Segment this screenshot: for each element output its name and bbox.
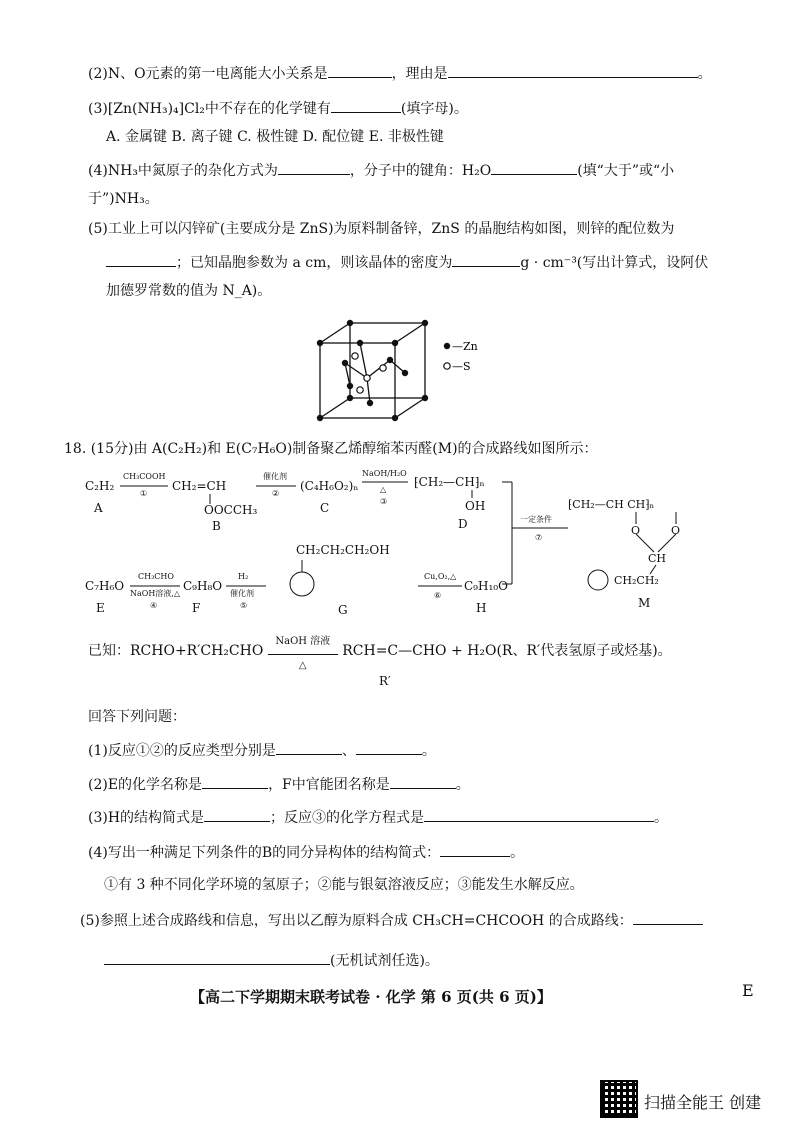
answer-blank[interactable] <box>106 252 176 267</box>
label-b: B <box>212 519 221 533</box>
question-3 <box>88 98 468 118</box>
compound-m-sub: CH₂CH₂ <box>614 574 659 587</box>
cond-3b: △ <box>380 485 387 494</box>
compound-d: ⁅CH₂—CH⁆ₙ <box>414 475 485 489</box>
compound-c: (C₄H₆O₂)ₙ <box>300 479 359 493</box>
answer-header: 回答下列问题： <box>88 709 186 725</box>
a1-end: 。 <box>421 743 436 759</box>
cond-1: CH₃COOH <box>123 472 166 481</box>
known-sub: R′ <box>379 674 391 688</box>
a3-mid: ；反应③的化学方程式是 <box>270 810 425 826</box>
answer-4 <box>88 842 524 862</box>
q5b-end: g · cm⁻³(写出计算式，设阿伏 <box>520 255 709 271</box>
answer-blank[interactable] <box>424 807 654 822</box>
answer-1 <box>88 740 436 760</box>
question-18-title: 18. (15分)由 A(C₂H₂)和 E(C₇H₆O)制备聚乙烯醇缩苯丙醛(M)的合成路线如图所示： <box>64 441 598 457</box>
q5b-mid: ；已知晶胞参数为 a cm，则该晶体的密度为 <box>176 255 453 271</box>
cond-7: 一定条件 <box>520 515 552 524</box>
known-right: RCH=C—CHO + H₂O(R、R′代表氢原子或烃基)。 <box>342 643 672 659</box>
a4-end: 。 <box>510 845 525 861</box>
legend-zn: —Zn <box>452 340 478 353</box>
answer-4-conditions: ①有 3 种不同化学环境的氢原子；②能与银氨溶液反应；③能发生水解反应。 <box>104 877 584 893</box>
q3-end: (填字母)。 <box>400 101 468 117</box>
cond-4b: NaOH溶液,△ <box>130 589 180 598</box>
cond-6: Cu,O₂,△ <box>424 572 457 581</box>
label-a: A <box>94 501 103 515</box>
answer-blank[interactable] <box>452 252 520 267</box>
step-5: ⑤ <box>240 601 248 610</box>
a4-text: (4)写出一种满足下列条件的B的同分异构体的结构简式： <box>88 845 441 861</box>
label-h: H <box>476 601 487 615</box>
answer-5 <box>80 910 703 930</box>
label-d: D <box>458 517 468 531</box>
compound-m: ⁅CH₂—CH CH⁆ₙ <box>568 498 655 511</box>
answer-blank[interactable] <box>204 807 270 822</box>
step-1: ① <box>140 489 148 498</box>
question-4-cont: 于”)NH₃。 <box>88 191 159 207</box>
synthesis-route-diagram <box>80 462 770 622</box>
legend-s: —S <box>452 360 471 373</box>
compound-h: C₉H₁₀O <box>464 579 508 593</box>
svg-text:O: O <box>631 524 641 537</box>
answer-blank[interactable] <box>328 63 392 78</box>
q2-end: 。 <box>697 66 712 82</box>
answer-2 <box>88 774 470 794</box>
cond-5b: 催化剂 <box>230 589 254 598</box>
a2-mid: ，F中官能团名称是 <box>268 777 390 793</box>
svg-text:CH: CH <box>648 552 667 565</box>
compound-d-sub: OH <box>465 499 486 513</box>
answer-5-cont <box>104 950 439 970</box>
step-3: ③ <box>380 497 388 506</box>
question-5-cont <box>106 252 708 272</box>
cond-5: H₂ <box>238 572 249 581</box>
answer-blank[interactable] <box>390 774 456 789</box>
question-2 <box>88 63 712 83</box>
label-f: F <box>192 601 201 615</box>
answer-blank[interactable] <box>356 740 422 755</box>
question-5-cont2: 加德罗常数的值为 N_A)。 <box>106 283 272 299</box>
label-e: E <box>96 601 105 615</box>
known-cond-top: NaOH 溶液 <box>275 636 331 647</box>
compound-f: C₉H₈O <box>183 579 223 593</box>
q4-mid: ，分子中的键角：H₂O <box>349 163 492 179</box>
page-footer: 【高二下学期期末联考试卷 · 化学 第 6 页(共 6 页)】 <box>190 988 552 1006</box>
step-2: ② <box>272 489 280 498</box>
q2-text: (2)N、O元素的第一电离能大小关系是 <box>88 66 328 82</box>
a5-text: (5)参照上述合成路线和信息，写出以乙醇为原料合成 CH₃CH=CHCOOH 的合成路线： <box>80 913 633 929</box>
compound-g: CH₂CH₂CH₂OH <box>296 543 390 557</box>
answer-blank[interactable] <box>491 160 577 175</box>
svg-text:O: O <box>671 524 681 537</box>
question-5: (5)工业上可以闪锌矿(主要成分是 ZnS)为原料制备锌，ZnS 的晶胞结构如图，则锌的配位数为 <box>88 221 675 237</box>
known-reaction <box>88 636 672 671</box>
a2-text: (2)E的化学名称是 <box>88 777 203 793</box>
label-m: M <box>638 596 651 610</box>
label-g: G <box>338 603 348 617</box>
q4-end: (填“大于”或“小 <box>577 163 675 179</box>
a3-text: (3)H的结构简式是 <box>88 810 205 826</box>
answer-blank[interactable] <box>633 910 703 925</box>
cond-3: NaOH/H₂O <box>362 469 407 478</box>
step-7: ⑦ <box>535 533 543 542</box>
answer-blank[interactable] <box>331 98 401 113</box>
question-4 <box>88 160 674 180</box>
compound-a: C₂H₂ <box>85 479 115 493</box>
label-c: C <box>320 501 330 515</box>
q3-text: (3)[Zn(NH₃)₄]Cl₂中不存在的化学键有 <box>88 101 331 117</box>
scanner-watermark: 扫描全能王 创建 <box>644 1093 762 1112</box>
zns-unit-cell-diagram <box>315 318 495 423</box>
step-6: ⑥ <box>434 591 442 600</box>
cond-4: CH₃CHO <box>138 572 174 581</box>
answer-blank[interactable] <box>448 63 698 78</box>
answer-3 <box>88 807 668 827</box>
answer-blank[interactable] <box>276 740 342 755</box>
qr-code-icon <box>600 1080 638 1118</box>
cond-2: 催化剂 <box>263 472 287 481</box>
q4-text: (4)NH₃中氮原子的杂化方式为 <box>88 163 278 179</box>
compound-b: CH₂=CH <box>172 479 227 493</box>
step-4: ④ <box>150 601 158 610</box>
known-cond-bot: △ <box>298 660 307 671</box>
compound-b-sub: OOCCH₃ <box>204 503 258 517</box>
known-left: 已知：RCHO+R′CH₂CHO <box>88 643 264 659</box>
a1-text: (1)反应①②的反应类型分别是 <box>88 743 276 759</box>
q2-mid: ，理由是 <box>391 66 448 82</box>
answer-blank[interactable] <box>104 950 330 965</box>
question-3-options: A. 金属键 B. 离子键 C. 极性键 D. 配位键 E. 非极性键 <box>106 129 444 145</box>
a5b-text: (无机试剂任选)。 <box>330 953 439 969</box>
answer-blank[interactable] <box>202 774 268 789</box>
compound-e: C₇H₆O <box>85 579 125 593</box>
corner-mark: E <box>742 981 754 1000</box>
known-arrow <box>268 636 338 671</box>
a3-end: 。 <box>654 810 669 826</box>
answer-blank[interactable] <box>440 842 510 857</box>
a1-sep: 、 <box>341 743 356 759</box>
a2-end: 。 <box>455 777 470 793</box>
answer-blank[interactable] <box>278 160 350 175</box>
